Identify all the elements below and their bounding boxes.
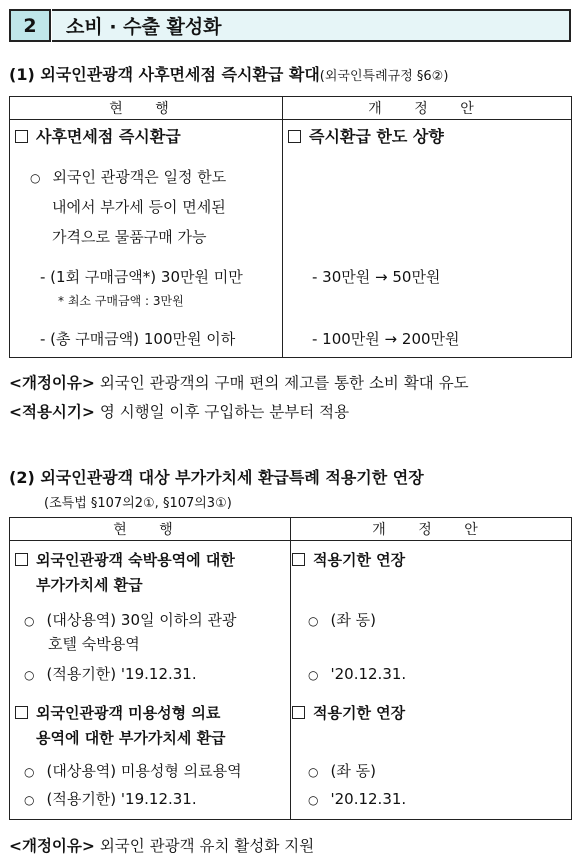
item2-b-period-revised: ○ '20.12.31. [308, 790, 407, 808]
item2-a-title: 외국인관광객 숙박용역에 대한 [15, 550, 235, 572]
item1-row1-current: - (1회 구매금액*) 30만원 미만 [40, 268, 243, 286]
item1-heading [9, 62, 448, 85]
item2-a-revised-title: 적용기한 연장 [292, 550, 405, 572]
item2-a-period-revised: ○ '20.12.31. [308, 665, 407, 683]
circle-bullet-icon: ○ [24, 614, 35, 628]
checkbox-icon [292, 706, 305, 719]
item1-current-title: 사후면세점 즉시환급 [15, 125, 181, 148]
circle-bullet-icon: ○ [30, 171, 41, 185]
item1-reason-text: 외국인 관광객의 구매 편의 제고를 통한 소비 확대 유도 [99, 374, 469, 392]
item1-revised-title: 즉시환급 한도 상향 [288, 125, 444, 148]
item2-reason [9, 834, 314, 856]
item1-row1-note: * 최소 구매금액 : 3만원 [58, 294, 184, 308]
item1-heading-text: (1) 외국인관광객 사후면세점 즉시환급 확대 [9, 65, 320, 84]
item2-table [9, 517, 572, 820]
item1-col-revised: 개 정 안 [368, 101, 488, 117]
section-number: 2 [9, 9, 51, 42]
circle-bullet-icon: ○ [308, 765, 319, 779]
checkbox-icon [15, 553, 28, 566]
item1-reason [9, 371, 469, 393]
item1-heading-ref: (외국인특례규정 §6②) [319, 69, 449, 84]
item1-timing [9, 400, 349, 422]
item1-timing-text: 영 시행일 이후 구입하는 분부터 적용 [99, 403, 350, 421]
item2-heading: (2) 외국인관광객 대상 부가가치세 환급특례 적용기한 연장 [9, 468, 424, 487]
item2-col-current: 현 행 [113, 522, 187, 538]
item2-b-target: ○ (대상용역) 미용성형 의료용역 [24, 762, 242, 780]
checkbox-icon [15, 130, 28, 143]
circle-bullet-icon: ○ [24, 765, 35, 779]
item1-reason-label: <개정이유> [9, 374, 95, 392]
item1-table [9, 96, 572, 358]
item2-a-target-revised: ○ (좌 동) [308, 611, 376, 629]
item2-reason-label: <개정이유> [9, 837, 95, 855]
checkbox-icon [15, 706, 28, 719]
item2-b-revised-title: 적용기한 연장 [292, 703, 405, 725]
circle-bullet-icon: ○ [308, 793, 319, 807]
item2-col-revised: 개 정 안 [372, 522, 492, 538]
item2-b-target-revised: ○ (좌 동) [308, 762, 376, 780]
item2-b-title: 외국인관광객 미용성형 의료 [15, 703, 220, 725]
item2-a-period: ○ (적용기한) '19.12.31. [24, 665, 197, 683]
item2-b-title-line2: 용역에 대한 부가가치세 환급 [36, 729, 226, 747]
item1-row1-revised: - 30만원 → 50만원 [312, 268, 441, 286]
item1-row2-current: - (총 구매금액) 100만원 이하 [40, 330, 236, 348]
item2-heading-ref: (조특법 §107의2①, §107의3①) [44, 496, 232, 511]
section-title: 소비 · 수출 활성화 [52, 9, 571, 42]
item1-bullet: ○ 외국인 관광객은 일정 한도 [30, 168, 227, 186]
circle-bullet-icon: ○ [24, 668, 35, 682]
item1-timing-label: <적용시기> [9, 403, 95, 421]
item2-a-target: ○ (대상용역) 30일 이하의 관광 [24, 611, 237, 629]
circle-bullet-icon: ○ [308, 668, 319, 682]
item1-bullet-line2: 내에서 부가세 등이 면세된 [52, 198, 226, 216]
item2-a-title-line2: 부가가치세 환급 [36, 576, 143, 594]
checkbox-icon [292, 553, 305, 566]
item2-reason-text: 외국인 관광객 유치 활성화 지원 [99, 837, 315, 855]
checkbox-icon [288, 130, 301, 143]
item1-bullet-line3: 가격으로 물품구매 가능 [52, 228, 207, 246]
circle-bullet-icon: ○ [24, 793, 35, 807]
item2-a-target-line2: 호텔 숙박용역 [48, 635, 140, 653]
item2-b-period: ○ (적용기한) '19.12.31. [24, 790, 197, 808]
item1-col-current: 현 행 [109, 101, 183, 117]
circle-bullet-icon: ○ [308, 614, 319, 628]
item1-row2-revised: - 100만원 → 200만원 [312, 330, 460, 348]
